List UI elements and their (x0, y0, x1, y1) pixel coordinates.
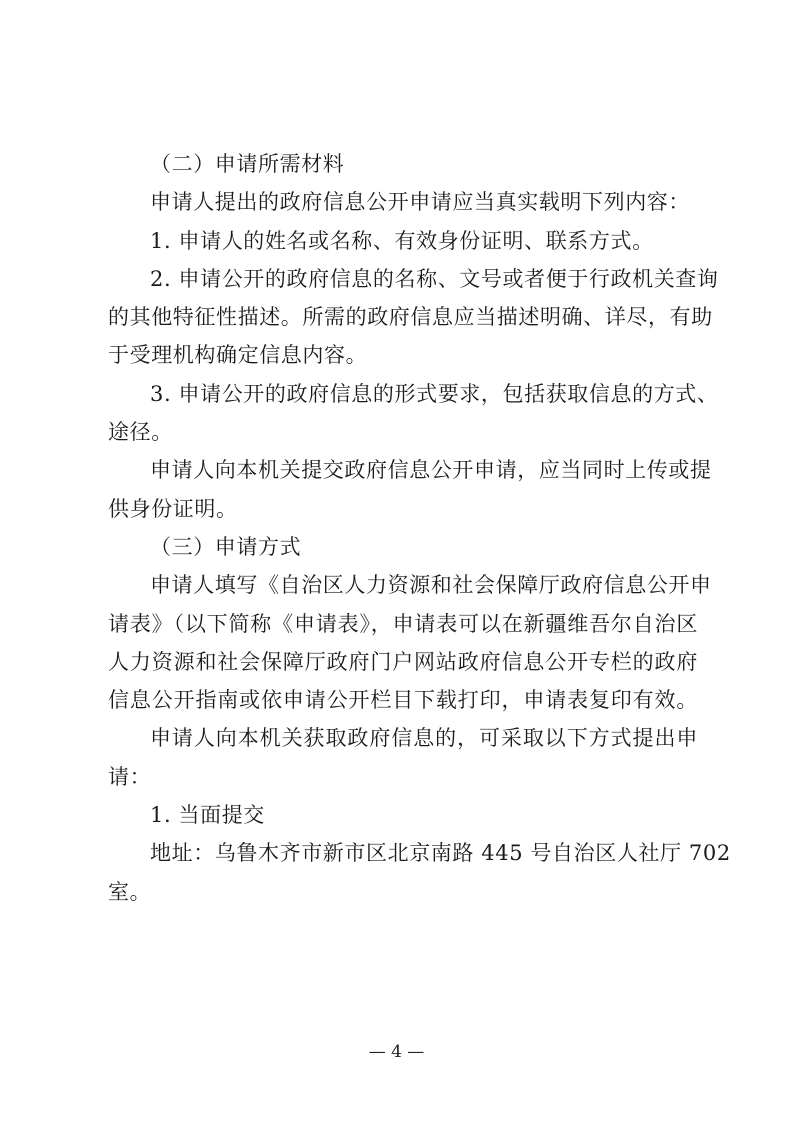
paragraph-line: 于受理机构确定信息内容。 (108, 343, 368, 368)
list-item-1: 1. 申请人的姓名或名称、有效身份证明、联系方式。 (150, 228, 654, 253)
paragraph-line: 申请人向本机关提交政府信息公开申请，应当同时上传或提 (150, 458, 712, 483)
paragraph-line: 请： (108, 764, 152, 789)
paragraph-line: 请表》（以下简称《申请表》，申请表可以在新疆维吾尔自治区 (108, 611, 698, 636)
address-line: 地址：乌鲁木齐市新市区北京南路 445 号自治区人社厅 702 (150, 841, 731, 866)
paragraph-line: 申请人提出的政府信息公开申请应当真实载明下列内容： (150, 190, 690, 215)
address-line: 室。 (108, 879, 152, 904)
paragraph-line: 途径。 (108, 420, 173, 445)
paragraph-line: 供身份证明。 (108, 496, 238, 521)
list-item-3: 3. 申请公开的政府信息的形式要求，包括获取信息的方式、 (150, 381, 719, 406)
paragraph-line: 信息公开指南或依申请公开栏目下载打印，申请表复印有效。 (108, 688, 698, 713)
paragraph-line: 申请人填写《自治区人力资源和社会保障厅政府信息公开申 (150, 573, 712, 598)
list-item-submit-in-person: 1. 当面提交 (150, 803, 265, 828)
section-heading-method: （三）申请方式 (150, 534, 302, 559)
list-item-2: 2. 申请公开的政府信息的名称、文号或者便于行政机关查询 (150, 266, 719, 291)
paragraph-line: 人力资源和社会保障厅政府门户网站政府信息公开专栏的政府 (108, 649, 698, 674)
paragraph-line: 的其他特征性描述。所需的政府信息应当描述明确、详尽，有助 (108, 305, 713, 330)
paragraph-line: 申请人向本机关获取政府信息的，可采取以下方式提出申 (150, 726, 698, 751)
document-body (108, 145, 731, 911)
section-heading-materials: （二）申请所需材料 (150, 152, 345, 176)
page-number: — 4 — (368, 1042, 425, 1062)
